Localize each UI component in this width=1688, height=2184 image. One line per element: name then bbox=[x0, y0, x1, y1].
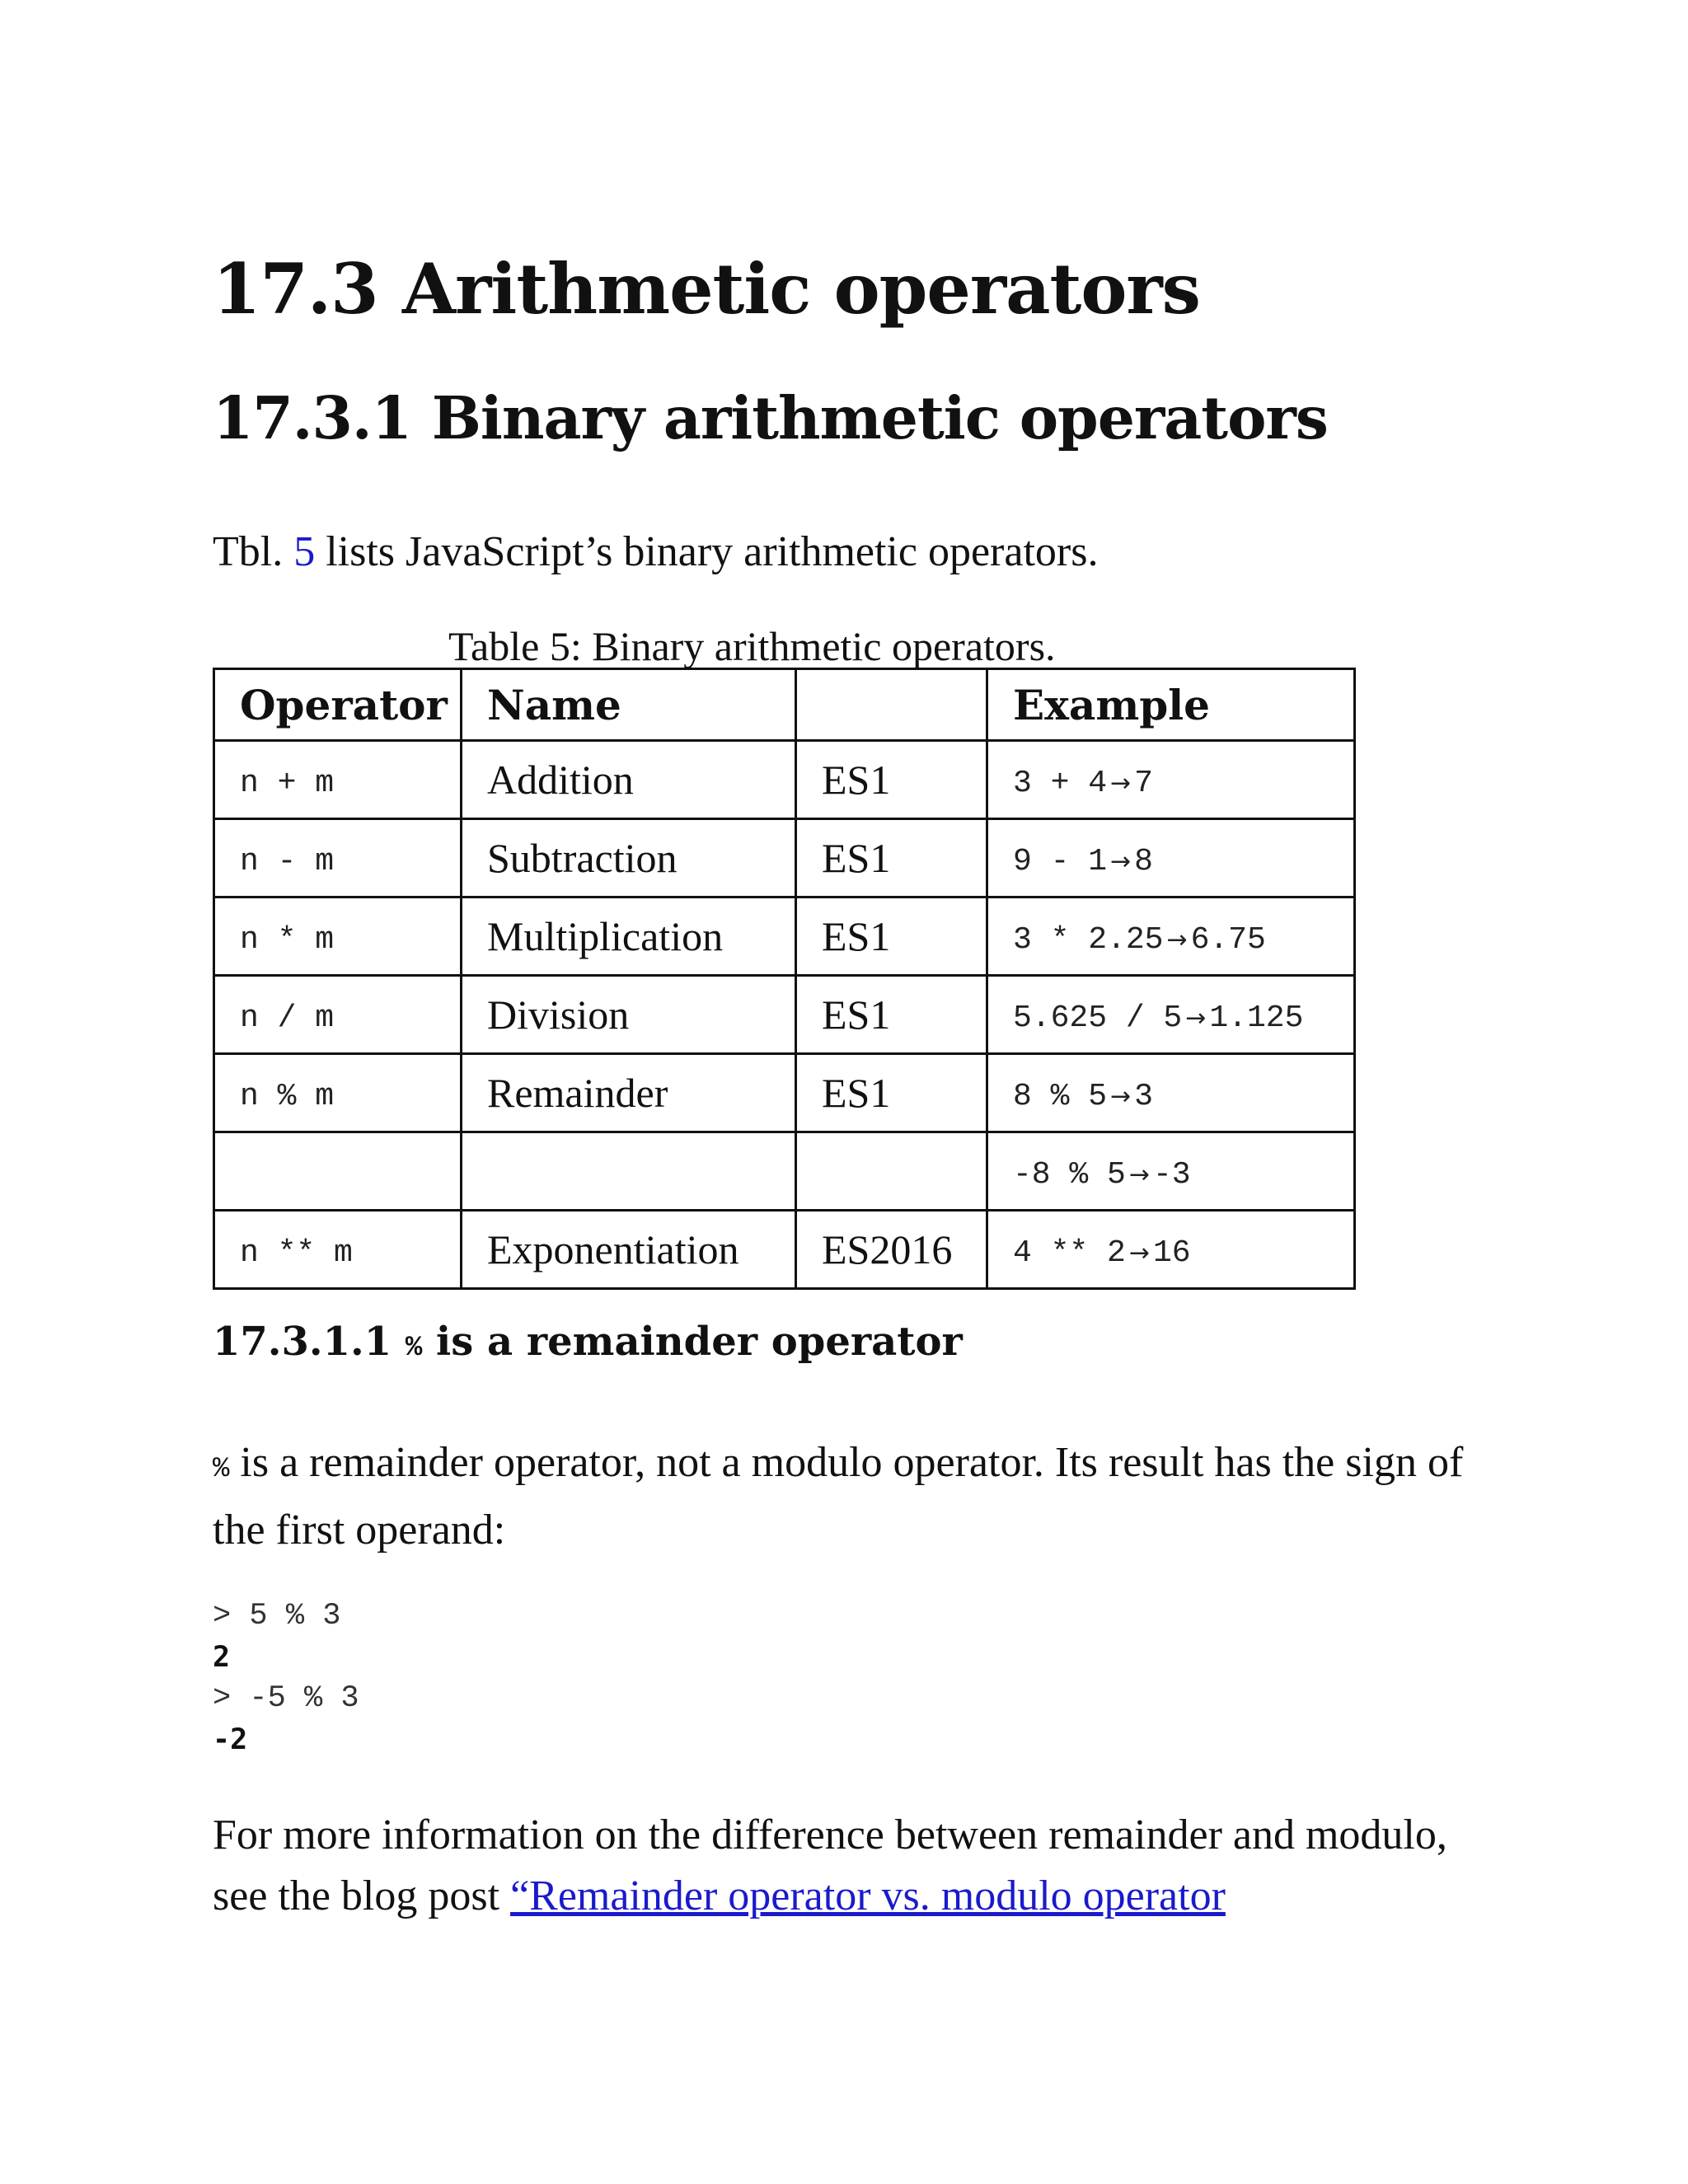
intro-suffix: lists JavaScript’s binary arithmetic operators. bbox=[315, 528, 1099, 575]
example-expression: -8 % 5 bbox=[1013, 1156, 1126, 1193]
operator-cell: n / m bbox=[214, 976, 462, 1054]
example-expression: 3 * 2.25 bbox=[1013, 921, 1164, 958]
intro-paragraph bbox=[213, 524, 1098, 580]
remainder-code: % bbox=[405, 1333, 423, 1364]
blog-post-link[interactable]: “Remainder operator vs. modulo operator bbox=[510, 1872, 1226, 1919]
version-cell: ES1 bbox=[796, 819, 987, 898]
example-expression: 4 ** 2 bbox=[1013, 1235, 1126, 1271]
name-cell bbox=[462, 1132, 796, 1211]
version-cell: ES1 bbox=[796, 976, 987, 1054]
remainder-text: is a remainder operator, not a modulo operator. Its result has the sign of the first operand: bbox=[213, 1439, 1464, 1554]
header-version bbox=[796, 669, 987, 741]
table-row bbox=[214, 976, 1355, 1054]
header-example: Example bbox=[987, 669, 1355, 741]
example-expression: 5.625 / 5 bbox=[1013, 1000, 1183, 1036]
example-expression: 8 % 5 bbox=[1013, 1078, 1108, 1114]
table-row bbox=[214, 898, 1355, 976]
name-cell: Exponentiation bbox=[462, 1211, 796, 1289]
name-cell: Multiplication bbox=[462, 898, 796, 976]
example-expression: 3 + 4 bbox=[1013, 765, 1108, 801]
example-cell bbox=[987, 819, 1355, 898]
table-row bbox=[214, 1132, 1355, 1211]
operator-cell: n - m bbox=[214, 819, 462, 898]
subsection-title: Binary arithmetic operators bbox=[431, 383, 1328, 452]
example-cell bbox=[987, 1211, 1355, 1289]
example-result: 8 bbox=[1134, 843, 1153, 879]
table-row bbox=[214, 1054, 1355, 1132]
arrow-icon: → bbox=[1185, 1003, 1207, 1033]
name-cell: Division bbox=[462, 976, 796, 1054]
table-reference-link[interactable]: 5 bbox=[293, 528, 316, 575]
name-cell: Addition bbox=[462, 741, 796, 819]
subsubsection-title: is a remainder operator bbox=[422, 1319, 963, 1365]
version-cell: ES1 bbox=[796, 741, 987, 819]
subsection-number: 17.3.1 bbox=[213, 383, 412, 452]
example-cell bbox=[987, 976, 1355, 1054]
table-row bbox=[214, 819, 1355, 898]
remainder-code: % bbox=[213, 1454, 230, 1485]
code-output-line: 2 bbox=[213, 1641, 231, 1674]
example-cell bbox=[987, 898, 1355, 976]
section-title: Arithmetic operators bbox=[401, 248, 1200, 330]
example-cell bbox=[987, 741, 1355, 819]
header-name: Name bbox=[462, 669, 796, 741]
code-input-line: > -5 % 3 bbox=[213, 1681, 359, 1716]
operator-cell: n % m bbox=[214, 1054, 462, 1132]
example-expression: 9 - 1 bbox=[1013, 843, 1108, 879]
table-caption: Table 5: Binary arithmetic operators. bbox=[448, 623, 1056, 669]
version-cell bbox=[796, 1132, 987, 1211]
arrow-icon: → bbox=[1166, 925, 1188, 954]
more-info-text: For more information on the difference between remainder and modulo, see the blog post bbox=[213, 1811, 1447, 1919]
name-cell: Subtraction bbox=[462, 819, 796, 898]
version-cell: ES1 bbox=[796, 898, 987, 976]
example-cell bbox=[987, 1054, 1355, 1132]
intro-prefix: Tbl. bbox=[213, 528, 294, 575]
arrow-icon: → bbox=[1110, 846, 1132, 876]
example-result: 6.75 bbox=[1190, 921, 1266, 958]
operators-table bbox=[213, 668, 1356, 1290]
more-info-paragraph bbox=[213, 1805, 1498, 1927]
subsection-heading bbox=[213, 383, 1328, 452]
table-row bbox=[214, 1211, 1355, 1289]
subsubsection-heading bbox=[213, 1319, 963, 1366]
operator-cell: n + m bbox=[214, 741, 462, 819]
arrow-icon: → bbox=[1110, 1081, 1132, 1111]
example-result: -3 bbox=[1152, 1156, 1191, 1193]
code-input-line: > 5 % 3 bbox=[213, 1599, 341, 1633]
example-cell bbox=[987, 1132, 1355, 1211]
version-cell: ES2016 bbox=[796, 1211, 987, 1289]
section-heading bbox=[213, 248, 1200, 330]
example-result: 3 bbox=[1134, 1078, 1153, 1114]
code-block bbox=[213, 1596, 359, 1760]
code-output-line: -2 bbox=[213, 1723, 248, 1756]
name-cell: Remainder bbox=[462, 1054, 796, 1132]
header-operator: Operator bbox=[214, 669, 462, 741]
operator-cell bbox=[214, 1132, 462, 1211]
section-number: 17.3 bbox=[213, 248, 378, 330]
operator-cell: n * m bbox=[214, 898, 462, 976]
arrow-icon: → bbox=[1128, 1160, 1150, 1189]
operator-cell: n ** m bbox=[214, 1211, 462, 1289]
table-header-row bbox=[214, 669, 1355, 741]
remainder-paragraph bbox=[213, 1432, 1498, 1561]
example-result: 16 bbox=[1152, 1235, 1191, 1271]
arrow-icon: → bbox=[1128, 1238, 1150, 1268]
version-cell: ES1 bbox=[796, 1054, 987, 1132]
arrow-icon: → bbox=[1110, 768, 1132, 798]
table-row bbox=[214, 741, 1355, 819]
example-result: 7 bbox=[1134, 765, 1153, 801]
subsubsection-number: 17.3.1.1 bbox=[213, 1319, 392, 1365]
example-result: 1.125 bbox=[1209, 1000, 1304, 1036]
